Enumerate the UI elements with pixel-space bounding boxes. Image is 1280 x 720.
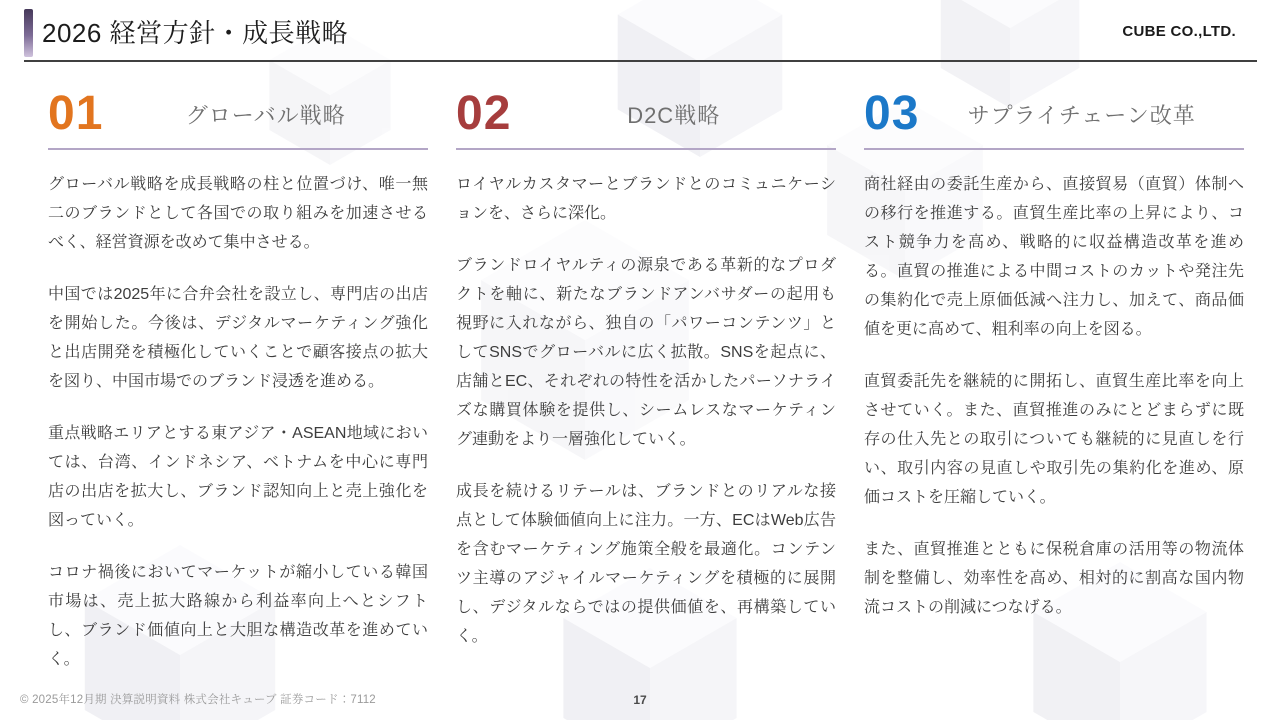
section-divider [864,148,1244,150]
section-header [864,86,1244,142]
strategy-columns [48,86,1244,720]
body-paragraph: 直貿委託先を継続的に開拓し、直貿生産比率を向上させていく。また、直貿推進のみにとどまらずに既存の仕入先との取引についても継続的に見直しを行い、取引内容の見直しや取引先の集約化を進め、原価コストを圧縮していく。 [864,373,1244,506]
section-number: 03 [864,87,920,140]
section-number: 01 [48,87,104,140]
copyright-text: © 2025年12月期 決算説明資料 株式会社キューブ 証券コード：7112 [20,694,376,706]
strategy-column-global [48,86,428,720]
section-header [48,86,428,142]
section-body [48,170,428,674]
page-number: 17 [633,693,647,707]
section-body [456,170,836,651]
body-paragraph: コロナ禍後においてマーケットが縮小している韓国市場は、売上拡大路線から利益率向上へとシフトし、ブランド価値向上と大胆な構造改革を進めていく。 [48,564,428,668]
body-paragraph: グローバル戦略を成長戦略の柱と位置づけ、唯一無二のブランドとして各国での取り組みを加速させるべく、経営資源を改めて集中させる。 [48,176,428,251]
body-paragraph: ブランドロイヤルティの源泉である革新的なプロダクトを軸に、新たなブランドアンバサダーの起用も視野に入れながら、独自の「パワーコンテンツ」としてSNSでグローバルに広く拡散。SNSを起点に、店舗とEC、それぞれの特性を活かしたパーソナライズな購買体験を提供し、シームレスなマーケティング連動をより一層強化していく。 [456,257,836,448]
strategy-column-d2c [456,86,836,720]
body-paragraph: 中国では2025年に合弁会社を設立し、専門店の出店を開始した。今後は、デジタルマーケティング強化と出店開発を積極化していくことで顧客接点の拡大を図り、中国市場でのブランド浸透を進める。 [48,286,428,390]
company-name: CUBE CO.,LTD. [1122,22,1236,40]
body-paragraph: 商社経由の委託生産から、直接貿易（直貿）体制への移行を推進する。直貿生産比率の上昇により、コスト競争力を高め、戦略的に収益構造改革を進める。直貿の推進による中間コストのカットや発注先の集約化で売上原価低減へ注力し、加えて、商品価値を更に高めて、粗利率の向上を図る。 [864,176,1244,338]
section-header [456,86,836,142]
section-title: D2C戦略 [627,102,721,128]
header-divider [24,60,1257,62]
section-title: サプライチェーン改革 [967,102,1196,128]
header-accent-bar [24,9,33,57]
section-title: グローバル戦略 [185,102,346,128]
strategy-column-supply-chain [864,86,1244,720]
slide-header [0,0,1280,62]
body-paragraph: また、直貿推進とともに保税倉庫の活用等の物流体制を整備し、効率性を高め、相対的に割高な国内物流コストの削減につなげる。 [864,541,1244,616]
body-paragraph: 重点戦略エリアとする東アジア・ASEAN地域においては、台湾、インドネシア、ベトナムを中心に専門店の出店を拡大し、ブランド認知向上と売上強化を図っていく。 [48,425,428,529]
section-number: 02 [456,87,512,140]
section-divider [48,148,428,150]
page-title: 2026 経営方針・成長戦略 [42,17,349,48]
body-paragraph: 成長を続けるリテールは、ブランドとのリアルな接点として体験価値向上に注力。一方、ECはWeb広告を含むマーケティング施策全般を最適化。コンテンツ主導のアジャイルマーケティングを積極的に展開し、デジタルならではの提供価値を、再構築していく。 [456,483,836,645]
body-paragraph: ロイヤルカスタマーとブランドとのコミュニケーションを、さらに深化。 [456,176,836,222]
section-divider [456,148,836,150]
section-body [864,170,1244,622]
